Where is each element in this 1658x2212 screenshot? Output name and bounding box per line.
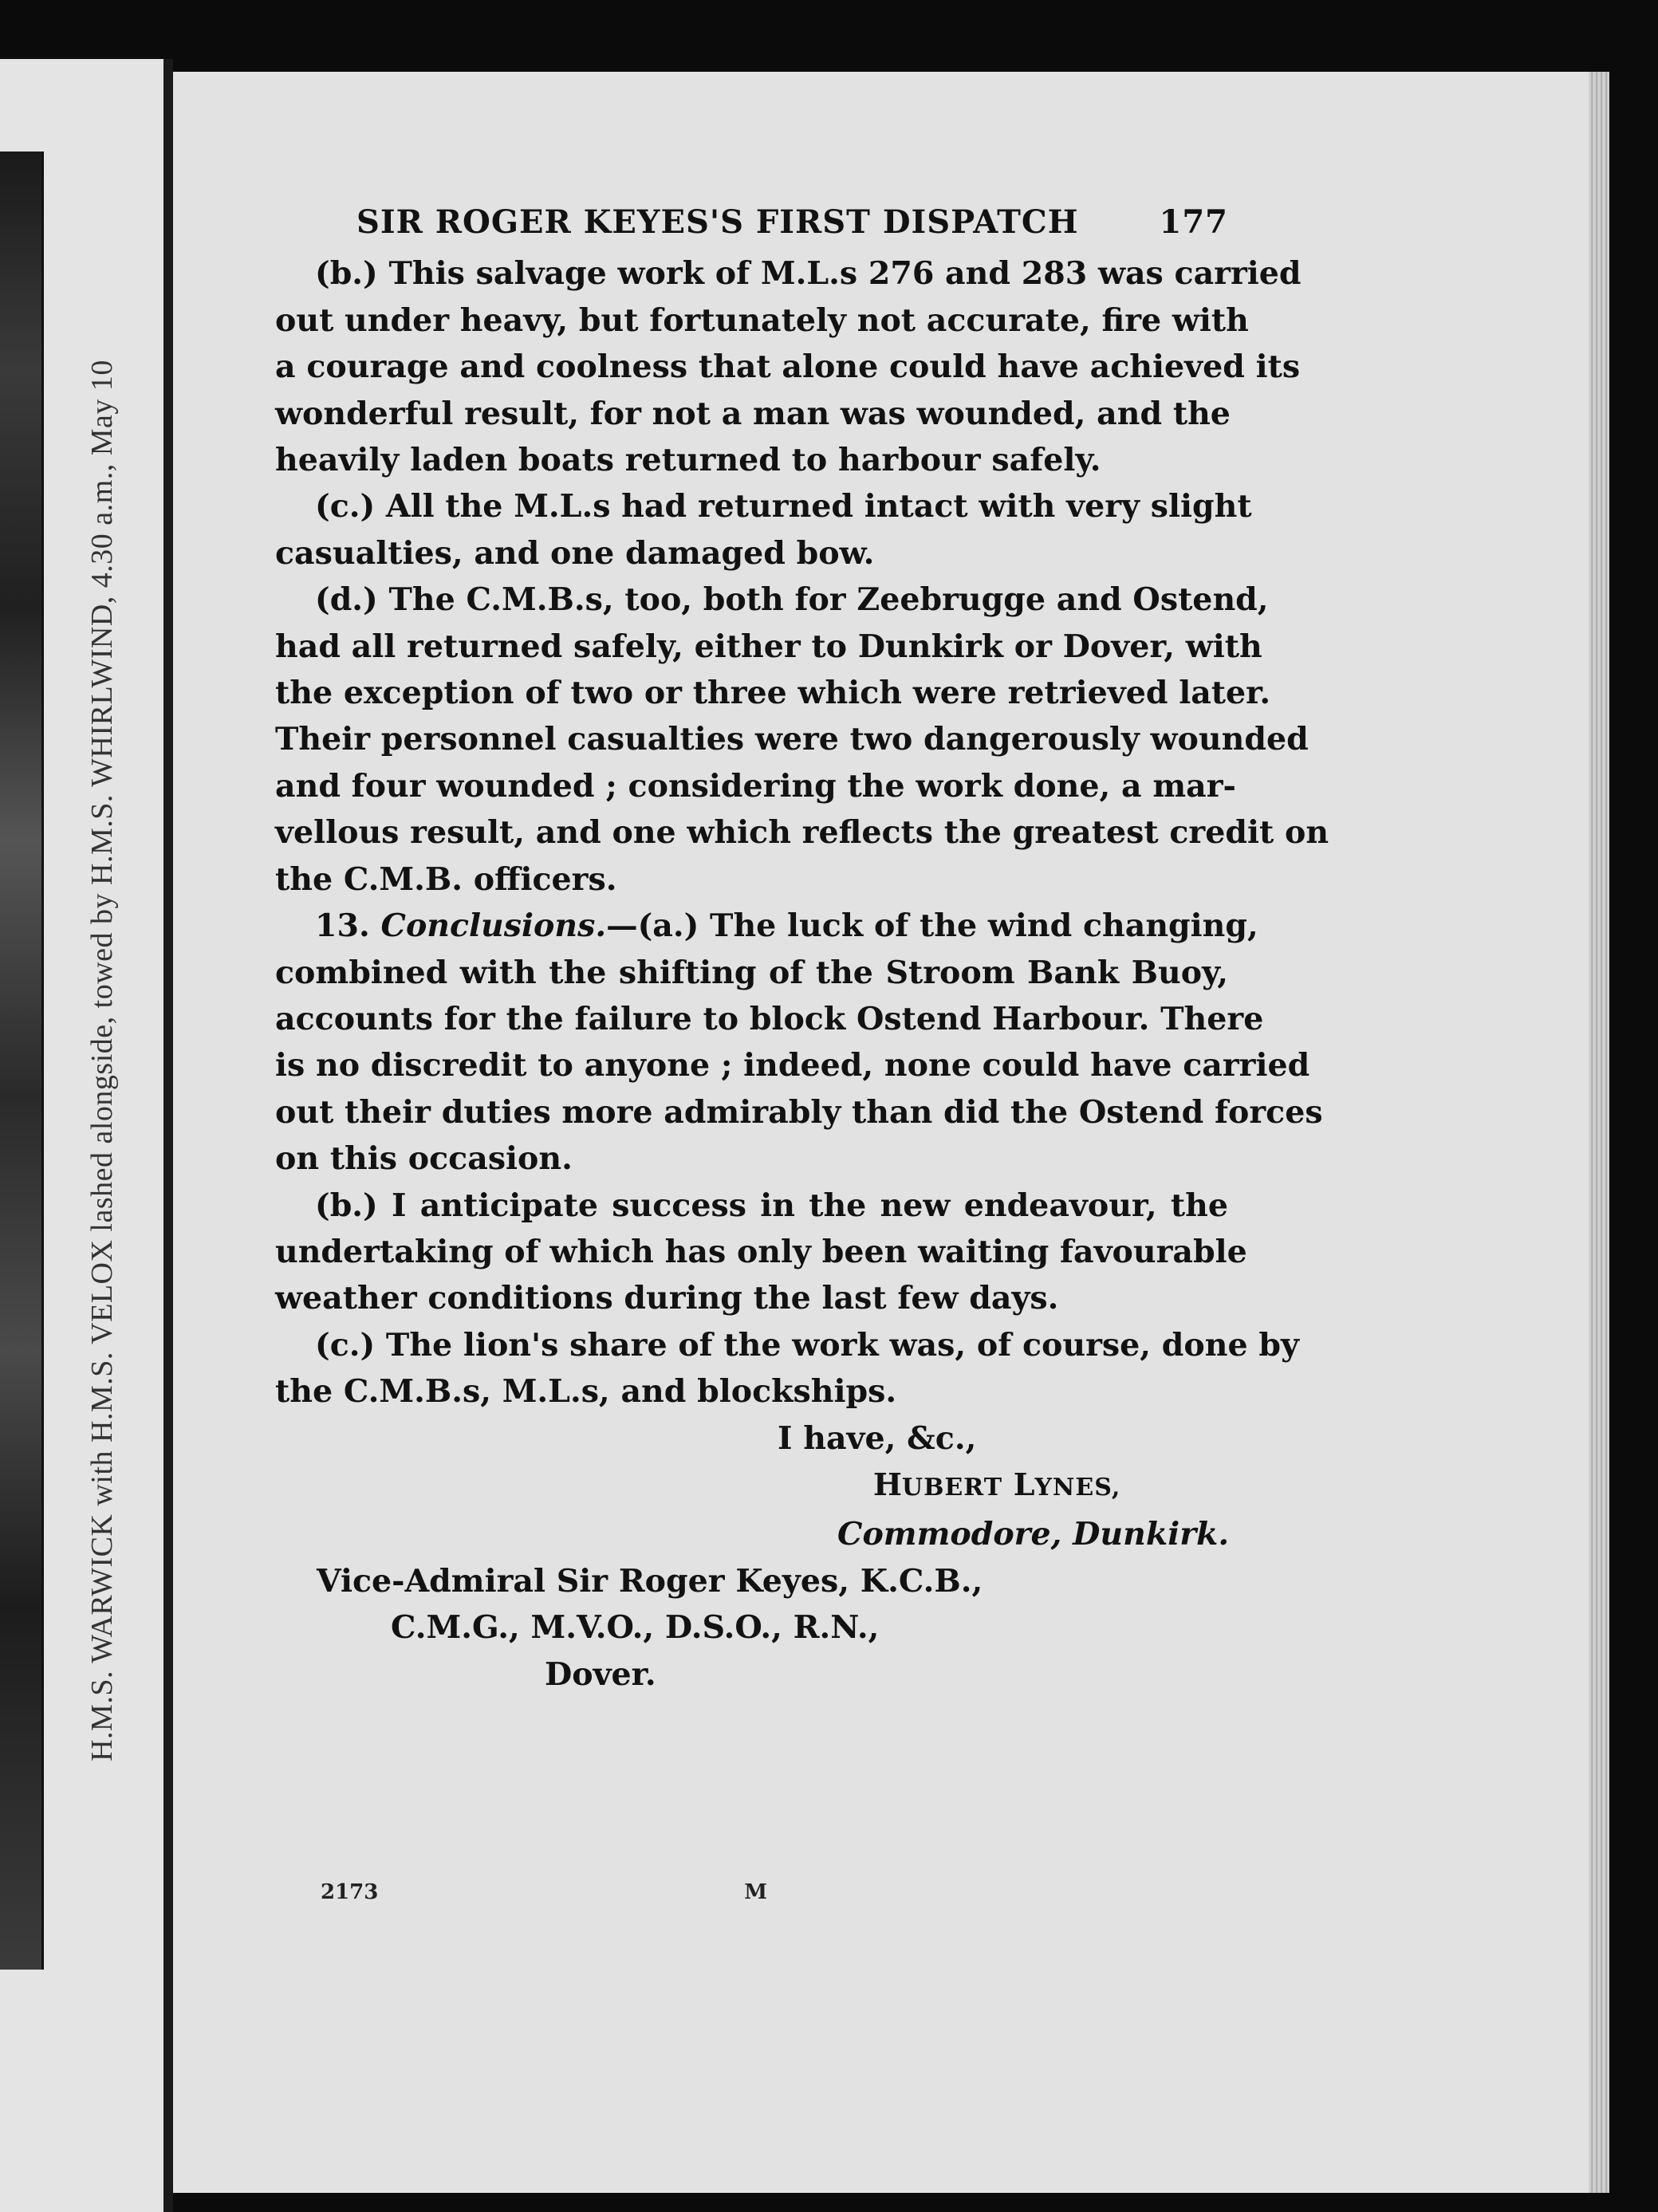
text-line: out their duties more admirably than did the Ostend forces [275,1093,1323,1131]
page-text [275,199,1329,1698]
page-number: 177 [1159,203,1228,241]
text-line: heavily laden boats returned to harbour safely. [275,442,1101,479]
paragraph-13-conclusions [275,903,1323,1182]
signature-mark: M [744,1880,767,1904]
paragraph-b-anticipate [275,1183,1247,1322]
text-line: out under heavy, but fortunately not accurate, fire with [275,301,1249,339]
text-line: had all returned safely, either to Dunkirk or Dover, with [275,628,1262,665]
text-line: Their personnel casualties were two dangerously wounded [275,721,1309,758]
paragraph-c-lions-share [275,1322,1299,1415]
running-header [356,199,1228,246]
closing-salutation: I have, &c., [778,1419,977,1457]
text-line: weather conditions during the last few days. [275,1280,1059,1317]
text-line: on this occasion. [275,1140,573,1178]
address-line: Vice-Admiral Sir Roger Keyes, K.C.B., [317,1562,983,1600]
text-line: a courage and coolness that alone could have achieved its [275,348,1301,386]
signature-block [275,1415,1228,1558]
text-line: undertaking of which has only been waiting favourable [275,1233,1247,1270]
page-edge-stack [1589,72,1609,2193]
text-line: and four wounded ; considering the work done, a mar- [275,767,1236,805]
text-line: the C.M.B. officers. [275,860,617,898]
paragraph-c-mls [275,483,1252,577]
address-line: C.M.G., M.V.O., D.S.O., R.N., [391,1609,880,1647]
text-line: casualties, and one damaged bow. [275,534,875,572]
printer-code: 2173 [321,1880,379,1904]
paragraph-d-cmbs [275,577,1329,903]
plate-caption-area [46,152,158,1970]
text-line: combined with the shifting of the Stroom Bank Buoy, [275,954,1228,991]
page-footer [321,1880,767,1904]
signatory-name: HUBERT LYNES, [873,1466,1121,1502]
text-line: (b.) This salvage work of M.L.s 276 and 283 was carried [315,255,1302,293]
text-line: vellous result, and one which reflects the greatest credit on [275,814,1329,852]
text-line: (c.) All the M.L.s had returned intact with very slight [315,488,1252,525]
section-number: 13. [315,907,370,945]
book-gutter [163,59,173,2212]
address-line: Dover. [545,1655,656,1693]
text-line: is no discredit to anyone ; indeed, none could have carried [275,1047,1310,1084]
text-line: (d.) The C.M.B.s, too, both for Zeebrugge and Ostend, [315,581,1269,619]
text-line: (b.) I anticipate success in the new endeavour, the [315,1187,1228,1224]
text-line [275,903,1258,949]
section-heading: Conclusions. [380,907,607,945]
running-title: SIR ROGER KEYES'S FIRST DISPATCH [356,203,1079,241]
address-block [275,1558,1228,1698]
paragraph-b-salvage [275,250,1302,483]
plate-caption: H.M.S. WARWICK with H.M.S. VELOX lashed alongside, towed by H.M.S. WHIRLWIND, 4.30 a.m., May 10 [85,360,119,1761]
text-fragment: —(a.) The luck of the wind changing, [606,907,1258,945]
text-line: (c.) The lion's share of the work was, of course, done by [315,1326,1299,1364]
plate-photograph [0,152,44,1970]
text-line: wonderful result, for not a man was wounded, and the [275,395,1231,432]
signatory-rank: Commodore, Dunkirk. [837,1516,1230,1553]
text-line: accounts for the failure to block Ostend Harbour. There [275,1000,1264,1037]
text-line: the exception of two or three which were retrieved later. [275,675,1271,712]
text-line: the C.M.B.s, M.L.s, and blockships. [275,1373,897,1411]
